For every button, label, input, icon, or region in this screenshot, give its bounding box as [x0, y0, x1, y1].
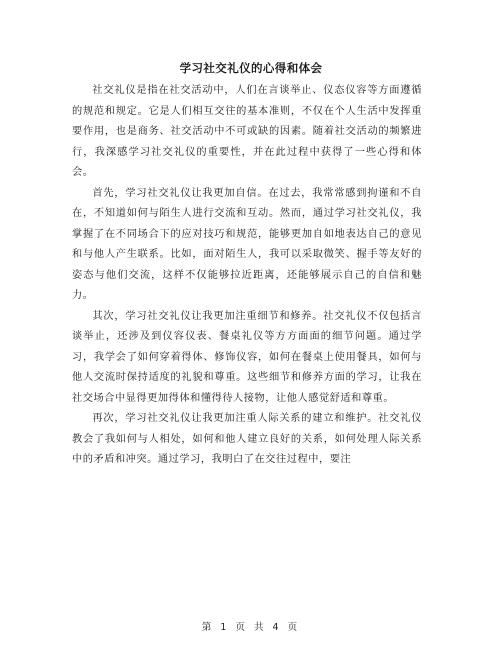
paragraph-relationships: 再次，学习社交礼仪让我更加注重人际关系的建立和维护。社交礼仪教会了我如何与人相处，如何和他人建立良好的关系，如何处理人际关系中的矛盾和冲突。通过学习，我明白了在交往过程中，要注: [72, 413, 422, 465]
page-number-footer: 第 1 页 共 4 页: [201, 622, 301, 633]
paragraph-intro: 社交礼仪是指在社交活动中，人们在言谈举止、仪态仪容等方面遵循的规范和规定。它是人们相互交往的基本准则，不仅在个人生活中发挥重要作用，也是商务、社交活动中不可或缺的因素。随着社交活动的频繁进行，我深感学习社交礼仪的重要性，并在此过程中获得了一些心得和体会。: [72, 85, 422, 178]
paragraph-details: 其次，学习社交礼仪让我更加注重细节和修养。社交礼仪不仅包括言谈举止，还涉及到仪容仪表、餐桌礼仪等方方面面的细节问题。通过学习，我学会了如何穿着得体、修饰仪容，如何在餐桌上使用餐具，如何与他人交流时保持适度的礼貌和尊重。这些细节和修养方面的学习，让我在社交场合中显得更加得体和懂得待人接物，让他人感觉舒适和尊重。: [72, 310, 422, 404]
document-title: 学习社交礼仪的心得和体会: [179, 61, 323, 75]
document-body: [72, 81, 422, 471]
paragraph-confidence: 首先，学习社交礼仪让我更加自信。在过去，我常常感到拘谨和不自在，不知道如何与陌生人进行交流和互动。然而，通过学习社交礼仪，我掌握了在不同场合下的应对技巧和规范，能够更加自如地表达自己的意见和与他人产生联系。比如，面对陌生人，我可以采取微笑、握手等友好的姿态与他们交流，这样不仅能够拉近距离，还能够展示自己的自信和魅力。: [72, 187, 422, 301]
